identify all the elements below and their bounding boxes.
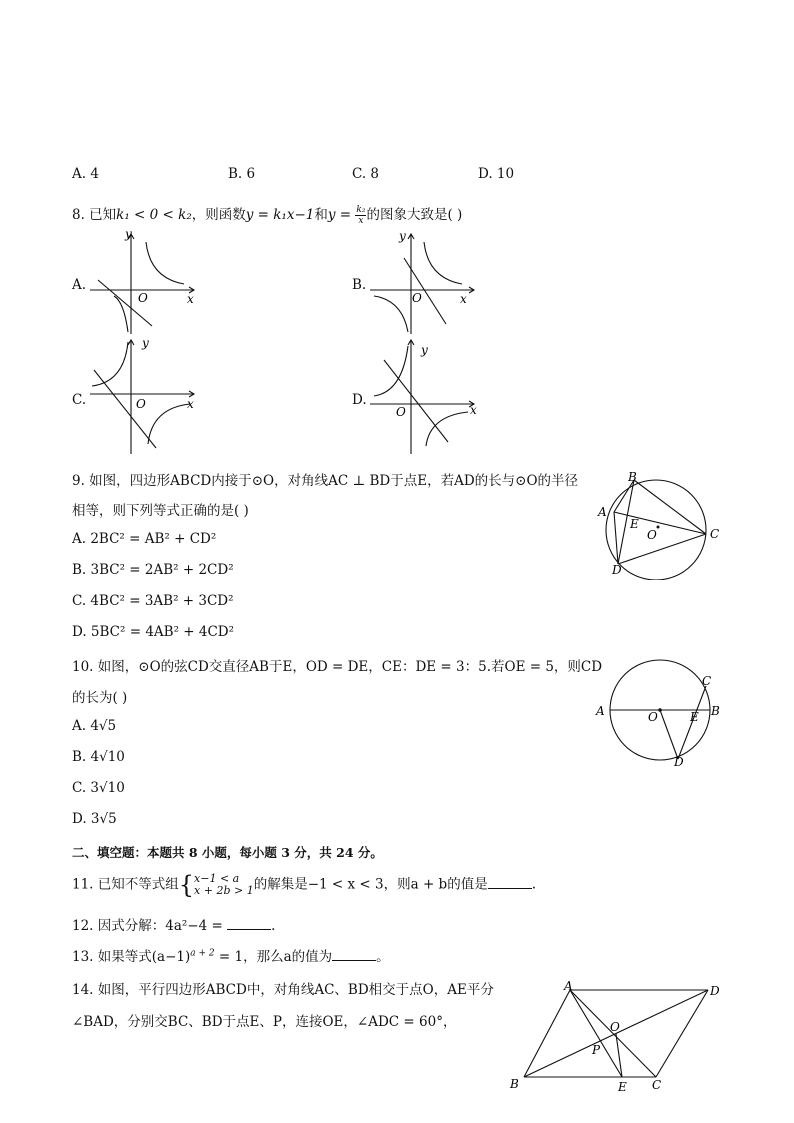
q14-label-e: E	[618, 1080, 627, 1094]
q14-label-c: C	[652, 1078, 662, 1092]
q8-and: 和	[314, 207, 328, 223]
q8-func2-den: x	[358, 216, 364, 226]
q11-prefix: 11. 已知不等式组	[72, 876, 179, 893]
q10-label-c: C	[702, 674, 712, 688]
q8-prefix: 8. 已知	[72, 207, 117, 223]
q8-graph-c-origin: O	[136, 397, 146, 411]
q11-suffix: 的解集是−1 < x < 3，则a + b的值是	[253, 876, 488, 893]
q9-stem-line1: 9. 如图，四边形ABCD内接于⊙O，对角线AC ⊥ BD于点E，若AD的长与⊙O的半径	[72, 473, 579, 489]
q10-label-b: B	[711, 704, 720, 718]
q14-stem-line2: ∠BAD，分别交BC、BD于点E、P，连接OE，∠ADC = 60°，	[72, 1014, 457, 1030]
q10-label-e: E	[690, 710, 699, 724]
q9-option-d: D. 5BC² = 4AB² + 4CD²	[72, 624, 235, 640]
q13-exponent: a + 2	[190, 948, 215, 959]
q11-system	[194, 873, 254, 897]
q9-option-c: C. 4BC² = 3AB² + 3CD²	[72, 593, 234, 609]
q8-graph-a-x-label: x	[187, 292, 194, 306]
q9-label-d: D	[612, 563, 622, 577]
q8-condition: k₁ < 0 < k₂	[116, 207, 192, 223]
q11-end: .	[531, 876, 536, 893]
q8-graph-b-label: B.	[352, 277, 367, 293]
q8-graph-d-origin: O	[396, 405, 406, 419]
q10-stem-line2: 的长为( )	[72, 690, 128, 706]
q8-func2-num: k₂	[356, 205, 366, 215]
q8-graph-d-y-label: y	[421, 343, 428, 357]
q13-prefix: 13. 如果等式(a−1)	[72, 949, 191, 965]
q8-graph-d-label: D.	[352, 392, 367, 408]
q11-sys-line2: x + 2b > 1	[194, 884, 254, 897]
q8-graph-d-x-label: x	[470, 403, 477, 417]
q8-mid: ，则函数	[191, 207, 246, 223]
section2-title: 二、填空题：本题共 8 小题，每小题 3 分，共 24 分。	[72, 845, 383, 860]
q8-suffix: 的图象大致是( )	[366, 207, 463, 223]
q14-label-p: P	[592, 1043, 601, 1057]
q8-func2-lhs: y =	[327, 207, 352, 223]
q10-stem-line1: 10. 如图，⊙O的弦CD交直径AB于E，OD = DE，CE：DE = 3：5.若OE = 5，则CD	[72, 659, 603, 675]
q8-graph-b	[366, 228, 481, 338]
q8-graph-a-y-label: y	[125, 228, 132, 241]
q8-stem	[72, 203, 462, 226]
q12-answer-blank[interactable]	[227, 917, 271, 930]
q9-figure	[592, 468, 724, 580]
q9-label-e: E	[630, 517, 639, 531]
q8-func1: y = k₁x−1	[245, 207, 315, 223]
q9-label-b: B	[628, 470, 637, 484]
q8-graph-c-x-label: x	[187, 397, 194, 411]
q10-figure	[594, 654, 726, 770]
q13-answer-blank[interactable]	[332, 948, 376, 961]
q7-option-b: B. 6	[228, 166, 256, 182]
q14-label-b: B	[510, 1077, 519, 1091]
q8-graph-a-origin: O	[138, 291, 148, 305]
q10-label-d: D	[674, 755, 684, 769]
q13-end: 。	[376, 949, 390, 965]
q8-graph-c-y-label: y	[142, 336, 149, 350]
q10-option-c: C. 3√10	[72, 780, 125, 796]
q7-option-c: C. 8	[352, 166, 380, 182]
q14-figure	[506, 978, 730, 1098]
q14-stem-line1: 14. 如图，平行四边形ABCD中，对角线AC、BD相交于点O，AE平分	[72, 982, 494, 998]
q10-label-a: A	[596, 704, 605, 718]
q9-option-a: A. 2BC² = AB² + CD²	[72, 531, 217, 547]
q8-graph-a	[86, 228, 201, 338]
q10-option-a: A. 4√5	[72, 718, 117, 734]
q11-answer-blank[interactable]	[488, 876, 532, 889]
q8-graph-d	[366, 336, 481, 458]
q8-graph-b-origin: O	[412, 291, 422, 305]
q14-label-o: O	[610, 1020, 620, 1034]
q13-suffix: = 1，那么a的值为	[214, 949, 333, 965]
q8-graph-a-label: A.	[72, 277, 87, 293]
q8-func2-fraction	[355, 205, 366, 226]
q10-option-d: D. 3√5	[72, 811, 117, 827]
q13-stem	[72, 945, 390, 965]
q9-label-c: C	[710, 527, 720, 541]
q10-option-b: B. 4√10	[72, 749, 125, 765]
q7-option-a: A. 4	[72, 166, 99, 182]
q11-stem	[72, 871, 536, 899]
q14-label-d: D	[710, 984, 720, 998]
q7-option-d: D. 10	[478, 166, 515, 182]
q11-sys-line1: x−1 < a	[194, 872, 240, 885]
q9-stem-line2: 相等，则下列等式正确的是( )	[72, 503, 249, 519]
q8-graph-c	[86, 336, 201, 458]
q8-graph-b-y-label: y	[399, 229, 406, 243]
q12-text: 12. 因式分解：4a²−4 =	[72, 918, 223, 934]
q12-end: .	[271, 918, 276, 934]
q8-graph-c-label: C.	[72, 392, 87, 408]
q10-label-o: O	[648, 710, 658, 724]
q8-graph-b-x-label: x	[460, 292, 467, 306]
q9-label-o: O	[647, 528, 657, 542]
q11-brace: {	[178, 871, 195, 899]
q9-option-b: B. 3BC² = 2AB² + 2CD²	[72, 562, 234, 578]
q14-label-a: A	[564, 979, 573, 993]
q12-stem	[72, 914, 275, 934]
q9-label-a: A	[598, 505, 607, 519]
